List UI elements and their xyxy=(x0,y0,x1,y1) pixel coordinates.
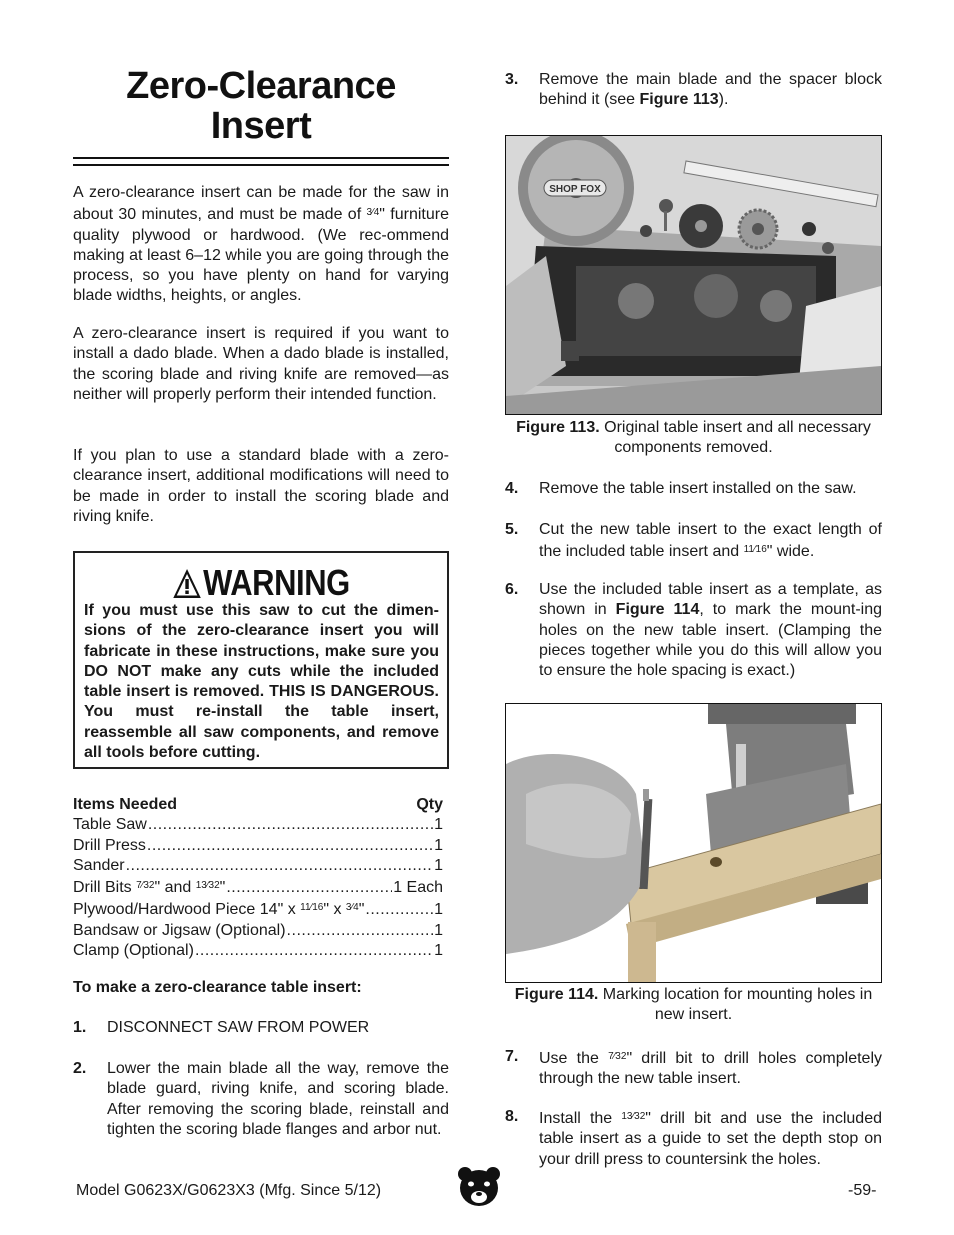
list-item xyxy=(73,898,443,920)
item-qty: 1 xyxy=(434,921,443,939)
bear-logo-icon xyxy=(456,1164,502,1210)
fraction: 11⁄16 xyxy=(743,544,767,556)
fraction: 7⁄32 xyxy=(608,1051,627,1062)
intro-p1-b: " furniture quality plywood or hardwood. (We rec-ommend making at least 6–12 while you are going through the process, so you have plenty on hand for varying blade widths, heights, or angles. xyxy=(73,206,449,305)
item-name-part: Drill Bits xyxy=(73,879,137,897)
step-text xyxy=(539,70,882,111)
fraction: 3⁄4 xyxy=(345,902,359,914)
leader-dots xyxy=(365,900,433,920)
step-text-part: Use the xyxy=(539,1050,609,1067)
list-item xyxy=(73,815,443,835)
title-rule-top xyxy=(73,157,449,159)
footer-model: Model G0623X/G0623X3 (Mfg. Since 5/12) xyxy=(76,1182,382,1199)
items-needed-list xyxy=(73,795,443,961)
item-name-part: " xyxy=(219,879,226,897)
leader-dots xyxy=(287,921,434,941)
step-text-part: ). xyxy=(718,91,729,109)
fraction: 3⁄4 xyxy=(366,207,380,219)
step-text xyxy=(539,1047,882,1090)
items-header xyxy=(73,795,443,815)
title-line-2: Insert xyxy=(210,105,312,147)
item-name xyxy=(73,898,364,920)
step-number: 5. xyxy=(505,521,519,538)
figure-label: Figure 114. xyxy=(514,986,599,1003)
fraction: 11⁄16 xyxy=(300,902,324,914)
item-qty: 1 xyxy=(434,942,443,960)
figure-113-photo xyxy=(505,135,882,415)
list-item xyxy=(73,876,443,898)
item-name: Table Saw xyxy=(73,816,147,834)
step-number: 8. xyxy=(505,1108,519,1125)
item-name-part: " x xyxy=(323,901,346,919)
item-name-part: Plywood/Hardwood Piece 14" x xyxy=(73,901,301,919)
intro-paragraph-2: A zero-clearance insert is required if you want to install a dado blade. When a dado blade is installed, the scoring blade and riving knife are removed—as neither will properly perform their intended function. xyxy=(73,325,449,403)
blade-brand-label: SHOP FOX xyxy=(549,184,601,195)
fraction: 13⁄32 xyxy=(195,880,220,892)
step-text: Remove the table insert installed on the saw. xyxy=(539,480,857,497)
item-name-part: " xyxy=(358,901,365,919)
item-name: Bandsaw or Jigsaw (Optional) xyxy=(73,921,286,939)
step-text: Lower the main blade all the way, remove the blade guard, riving knife, and scoring blade. After removing the scoring blade, reinstall and tighten the scoring blade flanges and arbor nut. xyxy=(107,1060,449,1138)
step-text-part: Use the included table insert as a template, as shown in xyxy=(539,581,882,619)
step-text-part: " drill bit and use the included table insert as a guide to set the depth stop on your drill press to countersink the holes. xyxy=(539,1110,882,1168)
leader-dots xyxy=(195,941,433,961)
step-number: 7. xyxy=(505,1048,519,1065)
step-number: 3. xyxy=(505,71,519,88)
item-qty: 1 xyxy=(434,836,443,854)
item-name: Clamp (Optional) xyxy=(73,942,194,960)
step-number: 6. xyxy=(505,581,519,598)
items-header-item: Items Needed xyxy=(73,796,178,813)
step-number: 2. xyxy=(73,1060,87,1077)
item-name-part: " and xyxy=(154,879,196,897)
warning-heading xyxy=(101,563,421,603)
step-text xyxy=(539,1107,882,1170)
list-item xyxy=(73,941,443,961)
intro-paragraph-3: If you plan to use a standard blade with a zero-clearance insert, additional modifications will need to be made in order to install the scoring blade and riving knife. xyxy=(73,447,449,525)
list-item xyxy=(73,921,443,941)
figure-reference: Figure 113 xyxy=(639,91,719,109)
item-qty: 1 xyxy=(434,901,443,919)
caption-text: Original table insert and all necessary components removed. xyxy=(599,419,871,457)
fraction: 7⁄32 xyxy=(136,880,155,892)
page-number: -59- xyxy=(848,1182,877,1199)
procedure-heading: To make a zero-clearance table insert: xyxy=(73,979,362,996)
intro-p1-a: A zero-clearance insert can be made for the saw in about 30 minutes, and must be made of xyxy=(73,184,449,224)
figure-reference: Figure 114 xyxy=(615,601,700,619)
item-name: Drill Press xyxy=(73,836,146,854)
step-text-part: , to mark the mount-ing holes on the new table insert. (Clamping the pieces together while you do this will allow you to ensure the hole spacing is exact.) xyxy=(539,601,883,680)
item-name xyxy=(73,876,225,898)
title-line-1: Zero-Clearance xyxy=(126,65,396,107)
leader-dots xyxy=(126,856,434,876)
figure-label: Figure 113. xyxy=(516,419,600,436)
item-name: Sander xyxy=(73,856,125,874)
step-number: 4. xyxy=(505,480,519,497)
leader-dots xyxy=(147,836,433,856)
item-qty: 1 Each xyxy=(393,879,443,897)
saw-internals-illustration xyxy=(506,136,881,414)
marking-holes-illustration xyxy=(506,704,881,982)
step-text xyxy=(539,520,882,563)
items-header-qty: Qty xyxy=(416,796,443,813)
figure-114-photo xyxy=(505,703,882,983)
warning-word: WARNING xyxy=(203,562,350,603)
warning-triangle-icon xyxy=(172,568,201,599)
caption-text: Marking location for mounting holes in new insert. xyxy=(598,986,873,1024)
list-item xyxy=(73,856,443,876)
figure-113-caption xyxy=(505,418,882,459)
step-text-part: Remove the main blade and the spacer block behind it (see xyxy=(539,71,882,109)
fraction: 13⁄32 xyxy=(621,1111,646,1122)
warning-box xyxy=(73,551,449,769)
figure-114-caption xyxy=(505,985,882,1026)
step-text-part: " wide. xyxy=(766,543,815,561)
list-item xyxy=(73,836,443,856)
item-qty: 1 xyxy=(434,816,443,834)
title-rule-bottom xyxy=(73,164,449,166)
step-text: DISCONNECT SAW FROM POWER xyxy=(107,1019,370,1036)
step-text xyxy=(539,580,882,681)
page-title xyxy=(73,66,449,146)
step-text-part: Cut the new table insert to the exact length of the included table insert and xyxy=(539,521,882,561)
warning-text: If you must use this saw to cut the dimen-sions of the zero-clearance insert you will fabricate in these instructions, make sure you DO NOT make any cuts while the included table insert is removed. THIS IS DANGEROUS. You must re-install the table insert, reassemble all saw components, and remove all tools before cutting. xyxy=(84,602,439,762)
intro-paragraph-1 xyxy=(73,183,449,307)
step-number: 1. xyxy=(73,1019,87,1036)
item-qty: 1 xyxy=(434,856,443,874)
leader-dots xyxy=(148,815,433,835)
step-text-part: " drill bit to drill holes completely through the new table insert. xyxy=(539,1050,882,1088)
step-text-part: Install the xyxy=(539,1110,622,1127)
leader-dots xyxy=(226,878,392,898)
